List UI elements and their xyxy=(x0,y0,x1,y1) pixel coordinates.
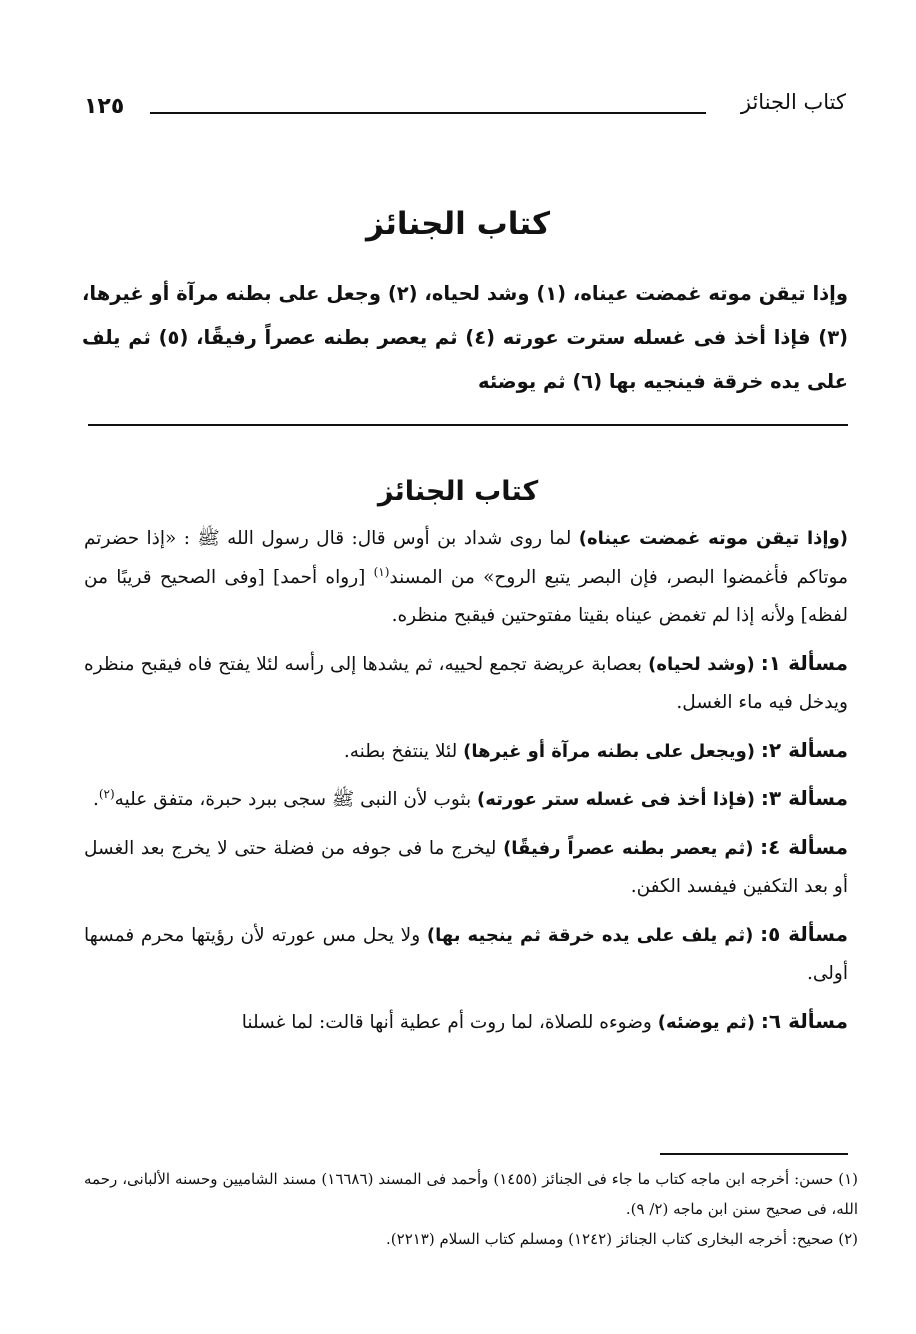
sharh-body xyxy=(84,520,848,1050)
page-number: ١٢٥ xyxy=(84,94,125,119)
masala-paragraph xyxy=(84,779,848,820)
masala-paragraph xyxy=(84,731,848,772)
footnote: (١) حسن: أخرجه ابن ماجه كتاب ما جاء فى الجنائز (١٤٥٥) وأحمد فى المسند (١٦٦٨٦) مسند الشاميين وحسنه الألبانى، رحمه الله، فى صحيح سنن ابن ماجه (٢/ ٩). xyxy=(84,1170,858,1218)
masala-text: ولا يحل مس عورته لأن رؤيتها محرم فمسها أولى. xyxy=(84,924,848,984)
footnote: (٢) صحيح: أخرجه البخارى كتاب الجنائز (١٢٤٢) ومسلم كتاب السلام (٢٢١٣). xyxy=(386,1230,858,1248)
masala-label: مسألة ٦: xyxy=(760,1008,848,1033)
masala-text: لئلا ينتفخ بطنه. xyxy=(343,740,464,762)
running-title: كتاب الجنائز xyxy=(740,90,846,114)
header-rule xyxy=(150,112,706,114)
masala-text: بعصابة عريضة تجمع لحييه، ثم يشدها إلى رأسه لئلا يفتح فاه فيقبح منظره ويدخل فيه ماء الغسل. xyxy=(84,653,848,713)
masala-quote: (ثم يوضئه) xyxy=(657,1011,756,1033)
footnote-divider xyxy=(660,1153,848,1155)
masala-quote: (ثم يعصر بطنه عصراً رفيقًا) xyxy=(503,837,754,859)
masala-paragraph xyxy=(84,828,848,907)
masala-text: بثوب لأن النبى ﷺ سجى ببرد حبرة، متفق عليه xyxy=(114,789,478,810)
masala-quote: (ثم يلف على يده خرقة ثم ينجيه بها) xyxy=(426,924,754,946)
masala-label: مسألة ٣: xyxy=(760,786,848,810)
masala-quote: (ويجعل على بطنه مرآة أو غيرها) xyxy=(463,740,756,762)
footnote-ref: (٢) xyxy=(98,786,115,801)
masala-label: مسألة ٢: xyxy=(760,737,848,762)
matn-divider xyxy=(88,424,848,426)
masala-label: مسألة ٤: xyxy=(760,834,848,859)
intro-text-continued: [رواه أحمد] [وفى الصحيح قريبًا من لفظه] ولأنه إذا لم تغمض عيناه بقيتا مفتوحتين فيقبح منظره. xyxy=(84,566,848,626)
footnotes xyxy=(84,1164,858,1254)
matn-text: وإذا تيقن موته غمضت عيناه، (١) وشد لحياه، (٢) وجعل على بطنه مرآة أو غيرها، (٣) فإذا أخذ فى غسله سترت عورته (٤) ثم يعصر بطنه عصراً رفيقًا، (٥) ثم يلف على يده خرقة فينجيه بها (٦) ثم يوضئه xyxy=(82,282,849,393)
masala-label: مسألة ٥: xyxy=(760,921,848,946)
running-header xyxy=(78,88,846,128)
masala-quote: (فإذا أخذ فى غسله ستر عورته) xyxy=(477,789,756,810)
intro-text: لما روى شداد بن أوس قال: قال رسول الله ﷺ : «إذا حضرتم موتاكم فأغمضوا البصر، فإن البصر يتبع الروح» من المسند xyxy=(84,528,848,588)
masala-text: ليخرج ما فى جوفه من فضلة حتى لا يخرج بعد الغسل أو بعد التكفين فيفسد الكفن. xyxy=(84,837,848,897)
masala-label: مسألة ١: xyxy=(760,650,848,675)
masala-quote: (وشد لحياه) xyxy=(648,653,755,675)
masala-text: وضوءه للصلاة، لما روت أم عطية أنها قالت: لما غسلنا xyxy=(241,1011,658,1033)
intro-quote: (وإذا تيقن موته غمضت عيناه) xyxy=(578,528,849,549)
footnote-ref: (١) xyxy=(373,564,390,579)
masala-paragraph xyxy=(84,915,848,994)
matn-title: كتاب الجنائز xyxy=(365,206,551,242)
masala-paragraph xyxy=(84,1002,848,1043)
sharh-title: كتاب الجنائز xyxy=(377,476,539,507)
masala-tail: . xyxy=(92,789,99,810)
masala-paragraph xyxy=(84,644,848,723)
sharh-intro-paragraph xyxy=(84,520,848,636)
